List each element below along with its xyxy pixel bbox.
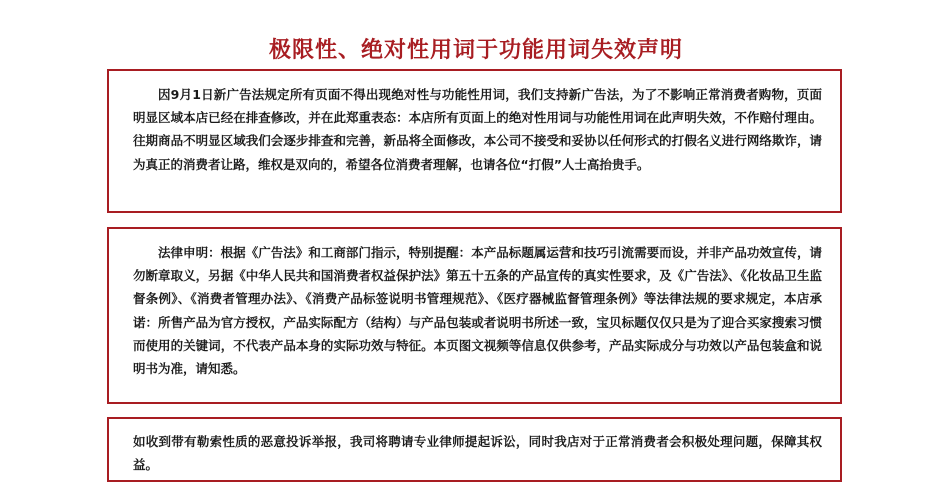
complaint-notice-text: 如收到带有勒索性质的恶意投诉举报，我司将聘请专业律师提起诉讼，同时我店对于正常消费者会积极处理问题，保障其权益。: [133, 434, 822, 473]
ad-law-notice-box: [107, 69, 842, 213]
legal-statement-box: [107, 227, 842, 404]
complaint-notice-box: [107, 417, 842, 482]
ad-law-notice-text: 因9月1日新广告法规定所有页面不得出现绝对性与功能性用词，我们支持新广告法，为了不影响正常消费者购物，页面明显区域本店已经在排查修改，并在此郑重表态：本店所有页面上的绝对性用词与功能性用词在此声明失效，不作赔付理由。往期商品不明显区域我们会逐步排查和完善，新品将全面修改，本公司不接受和妥协以任何形式的打假名义进行网络欺诈，请为真正的消费者让路，维权是双向的，希望各位消费者理解，也请各位“打假”人士高抬贵手。: [133, 87, 822, 172]
legal-statement-text: 法律申明：根据《广告法》和工商部门指示，特别提醒：本产品标题属运营和技巧引流需要而设，并非产品功效宣传，请勿断章取义，另据《中华人民共和国消费者权益保护法》第五十五条的产品宣传的真实性要求，及《广告法》、《化妆品卫生监督条例》、《消费者管理办法》、《消费产品标签说明书管理规范》、《医疗器械监督管理条例》等法律法规的要求规定，本店承诺：所售产品为官方授权，产品实际配方（结构）与产品包装或者说明书所述一致，宝贝标题仅仅只是为了迎合买家搜索习惯而使用的关键词，不代表产品本身的实际功效与特征。本页图文视频等信息仅供参考，产品实际成分与功效以产品包装盒和说明书为准，请知悉。: [133, 245, 822, 377]
page-title: 极限性、绝对性用词于功能用词失效声明: [268, 37, 683, 63]
